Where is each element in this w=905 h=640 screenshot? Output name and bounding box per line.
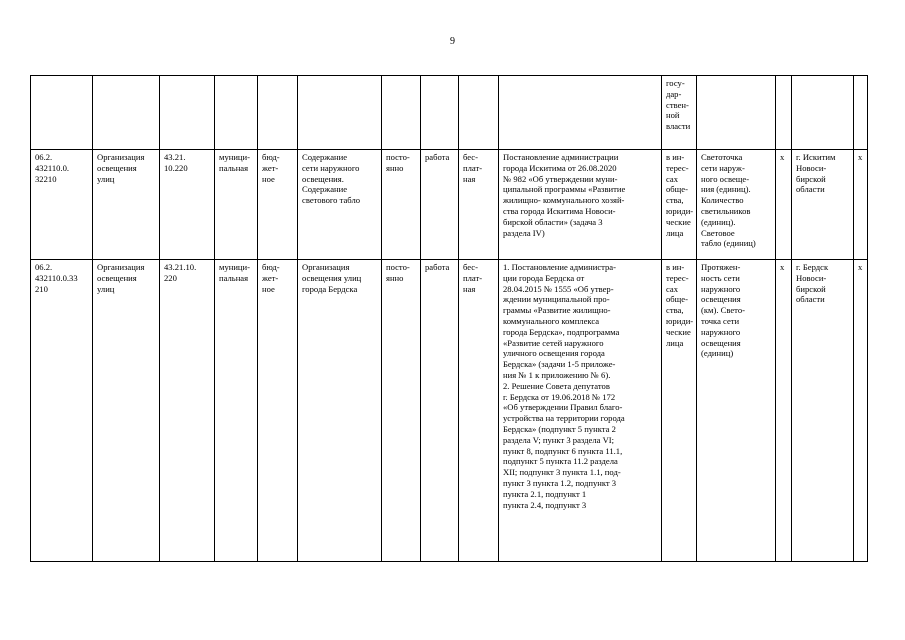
cell-line: лица [666, 227, 684, 238]
cell-budget [258, 260, 298, 562]
cell-line: 1. Постановление администра- [503, 262, 616, 272]
cell-name [93, 76, 160, 150]
cell-line: 220 [164, 272, 177, 283]
cell-line: 210 [35, 283, 48, 294]
cell-last [854, 260, 868, 562]
cell-line: ность сети [701, 272, 740, 283]
cell-line: власти [666, 121, 691, 132]
cell-line: лица [666, 337, 684, 348]
cell-frequency [382, 150, 421, 260]
cell-line: ждении муниципальной про- [503, 294, 610, 305]
cell-line: города Бердска [302, 283, 358, 294]
cell-line: жет- [262, 272, 279, 283]
cell-line: 2. Решение Совета депутатов [503, 380, 610, 391]
cell-line: точка сети [701, 315, 740, 326]
cell-type [421, 76, 459, 150]
cell-line: освещения [97, 162, 137, 173]
cell-line: х [858, 262, 863, 272]
cell-basis [499, 76, 662, 150]
cell-line: ства города Искитима Новоси- [503, 205, 616, 216]
cell-line: 43.21. [164, 152, 186, 162]
cell-type [421, 260, 459, 562]
cell-line: № 982 «Об утверждении муни- [503, 173, 618, 184]
cell-payment [459, 150, 499, 260]
cell-line: ния (единиц). [701, 184, 751, 195]
cell-frequency [382, 76, 421, 150]
cell-line: сети наруж- [701, 162, 745, 173]
cell-last [854, 76, 868, 150]
cell-line: ное [262, 283, 275, 294]
cell-line: коммунального комплекса [503, 315, 600, 326]
cell-line: ства, [666, 195, 684, 206]
cell-line: области [796, 294, 825, 305]
cell-line: ципальной программы «Развитие [503, 184, 626, 195]
cell-frequency [382, 260, 421, 562]
cell-line: Новоси- [796, 272, 827, 283]
cell-location [792, 260, 854, 562]
cell-line: терес- [666, 162, 689, 173]
cell-line: города Искитима от 26.08.2020 [503, 162, 617, 173]
cell-recipients [662, 76, 697, 150]
cell-content [298, 76, 382, 150]
cell-line: граммы «Развитие жилищно- [503, 305, 611, 316]
cell-line: (единиц) [701, 348, 734, 359]
cell-line: бирской [796, 283, 826, 294]
cell-line: бес- [463, 152, 478, 162]
cell-code [31, 150, 93, 260]
cell-line: госу- [666, 78, 685, 88]
cell-line: пальная [219, 162, 249, 173]
cell-line: светового табло [302, 195, 361, 206]
cell-payment [459, 260, 499, 562]
cell-recipients [662, 150, 697, 260]
cell-line: жет- [262, 162, 279, 173]
cell-line: Новоси- [796, 162, 827, 173]
cell-line: работа [425, 152, 450, 162]
cell-line: «Об утверждении Правил благо- [503, 402, 623, 413]
cell-line: бес- [463, 262, 478, 272]
cell-type [421, 150, 459, 260]
cell-indicators [697, 150, 776, 260]
cell-line: улиц [97, 283, 115, 294]
cell-name [93, 260, 160, 562]
cell-line: светильников [701, 205, 751, 216]
cell-line: (единиц). [701, 216, 736, 227]
cell-line: города Бердска», подпрограмма [503, 326, 620, 337]
cell-budget [258, 150, 298, 260]
cell-line: х [780, 152, 785, 162]
cell-okved [160, 260, 215, 562]
cell-line: раздела V; пункт 3 раздела VI; [503, 434, 615, 445]
cell-line: Содержание [302, 152, 348, 162]
continuation-row [31, 76, 868, 150]
cell-mark [776, 150, 792, 260]
cell-line: наружного [701, 283, 741, 294]
cell-line: г. Бердска от 19.06.2018 № 172 [503, 391, 616, 402]
cell-line: раздела IV) [503, 227, 545, 238]
cell-line: юриди- [666, 315, 694, 326]
cell-line: освещения [701, 337, 741, 348]
cell-line: юриди- [666, 205, 694, 216]
cell-line: 10.220 [164, 162, 188, 173]
cell-code [31, 76, 93, 150]
cell-line: работа [425, 262, 450, 272]
cell-line: ции города Бердска от [503, 272, 585, 283]
cell-line: устройства на территории города [503, 413, 625, 424]
cell-budget [258, 76, 298, 150]
cell-status [215, 150, 258, 260]
cell-line: ная [463, 173, 476, 184]
cell-line: Бердска» (задачи 1-5 приложе- [503, 359, 616, 370]
cell-recipients [662, 260, 697, 562]
cell-line: Протяжен- [701, 262, 741, 272]
cell-line: г. Бердск [796, 262, 829, 272]
cell-content [298, 260, 382, 562]
cell-line: сах [666, 283, 679, 294]
table-row [31, 150, 868, 260]
cell-line: янно [386, 162, 404, 173]
cell-line: 432110.0.33 [35, 272, 78, 283]
cell-line: улиц [97, 173, 115, 184]
cell-line: г. Искитим [796, 152, 836, 162]
services-registry-table [30, 75, 868, 562]
cell-okved [160, 150, 215, 260]
cell-line: бирской [796, 173, 826, 184]
cell-line: наружного [701, 326, 741, 337]
cell-line: ства, [666, 305, 684, 316]
cell-line: Постановление администрации [503, 152, 619, 162]
cell-location [792, 76, 854, 150]
cell-line: дар- [666, 88, 682, 99]
cell-basis [499, 150, 662, 260]
cell-line: муници- [219, 152, 250, 162]
cell-line: сах [666, 173, 679, 184]
cell-mark [776, 76, 792, 150]
cell-payment [459, 76, 499, 150]
cell-line: ной [666, 110, 680, 121]
cell-indicators [697, 260, 776, 562]
cell-line: жилищно- коммунального хозяй- [503, 195, 625, 206]
cell-line: терес- [666, 272, 689, 283]
cell-line: х [780, 262, 785, 272]
cell-line: ного освеще- [701, 173, 750, 184]
cell-line: XII; подпункт 3 пункта 1.1, под- [503, 467, 621, 478]
cell-line: ческие [666, 326, 691, 337]
cell-line: Светоточка [701, 152, 743, 162]
cell-line: х [858, 152, 863, 162]
cell-line: табло (единиц) [701, 238, 756, 249]
cell-line: ная [463, 283, 476, 294]
cell-line: пункт 8, подпункт 6 пункта 11.1, [503, 445, 623, 456]
cell-status [215, 76, 258, 150]
cell-line: ное [262, 173, 275, 184]
cell-line: плат- [463, 162, 483, 173]
cell-line: 32210 [35, 173, 57, 184]
cell-name [93, 150, 160, 260]
cell-line: освещения [701, 294, 741, 305]
cell-line: Световое [701, 227, 735, 238]
page-number: 9 [450, 36, 455, 47]
cell-line: в ин- [666, 262, 685, 272]
cell-code [31, 260, 93, 562]
cell-line: области [796, 184, 825, 195]
cell-content [298, 150, 382, 260]
cell-line: посто- [386, 262, 410, 272]
cell-basis [499, 260, 662, 562]
cell-line: плат- [463, 272, 483, 283]
cell-line: ческие [666, 216, 691, 227]
cell-line: ния № 1 к приложению № 6). [503, 369, 611, 380]
cell-line: обще- [666, 184, 688, 195]
cell-mark [776, 260, 792, 562]
cell-line: подпункт 5 пункта 11.2 раздела [503, 456, 618, 467]
cell-line: янно [386, 272, 404, 283]
cell-line: бирской области» (задача 3 [503, 216, 603, 227]
cell-line: пункт 3 пункта 1.2, подпункт 3 [503, 477, 617, 488]
cell-line: бюд- [262, 152, 280, 162]
cell-line: посто- [386, 152, 410, 162]
cell-last [854, 150, 868, 260]
cell-okved [160, 76, 215, 150]
cell-line: в ин- [666, 152, 685, 162]
cell-line: 43.21.10. [164, 262, 197, 272]
cell-line: Бердска» (подпункт 5 пункта 2 [503, 423, 616, 434]
cell-line: освещения. [302, 173, 344, 184]
cell-line: освещения [97, 272, 137, 283]
cell-line: обще- [666, 294, 688, 305]
cell-status [215, 260, 258, 562]
table-row [31, 260, 868, 562]
cell-line: бюд- [262, 262, 280, 272]
cell-line: пальная [219, 272, 249, 283]
cell-line: пункта 2.4, подпункт 3 [503, 499, 587, 510]
cell-line: 432110.0. [35, 162, 70, 173]
cell-line: Содержание [302, 184, 348, 195]
cell-line: сети наружного [302, 162, 360, 173]
cell-line: уличного освещения города [503, 348, 605, 359]
cell-line: муници- [219, 262, 250, 272]
cell-indicators [697, 76, 776, 150]
cell-line: пункта 2.1, подпункт 1 [503, 488, 587, 499]
cell-line: освещения улиц [302, 272, 362, 283]
cell-line: (км). Свето- [701, 305, 745, 316]
cell-line: 28.04.2015 № 1555 «Об утвер- [503, 283, 614, 294]
cell-line: Количество [701, 195, 744, 206]
cell-line: «Развитие сетей наружного [503, 337, 604, 348]
cell-line: Организация [97, 262, 145, 272]
cell-line: Организация [302, 262, 350, 272]
cell-location [792, 150, 854, 260]
cell-line: ствен- [666, 99, 689, 110]
cell-line: Организация [97, 152, 145, 162]
cell-line: 06.2. [35, 152, 53, 162]
cell-line: 06.2. [35, 262, 53, 272]
